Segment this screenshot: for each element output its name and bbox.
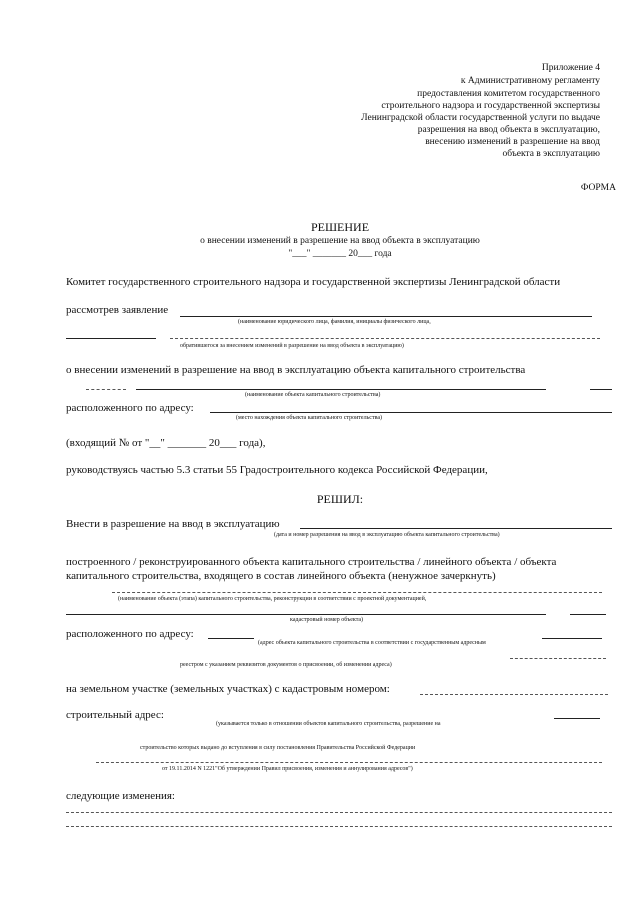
address-field-c[interactable] — [510, 658, 606, 659]
hint-address: (адрес объекта капитального строительства в соответствии с государственным адресным — [258, 640, 486, 646]
appendix-line: строительного надзора и государственной экспертизы — [381, 101, 600, 111]
object-name-field[interactable] — [136, 389, 546, 390]
hint-object-name: (наименование объекта капитального строительства) — [245, 392, 381, 398]
appendix-line: объекта в эксплуатацию — [502, 149, 600, 159]
appendix-line: внесению изменений в разрешение на ввод — [425, 137, 600, 147]
make-changes-label: Внести в разрешение на ввод в эксплуатацию — [66, 518, 280, 530]
permit-field[interactable] — [300, 528, 612, 529]
built-line-1: построенного / реконструированного объекта капитального строительства / линейного объекта / объекта — [66, 556, 557, 568]
hint-cadastral-object: кадастровый номер объекта) — [290, 617, 364, 623]
appendix-line: разрешения на ввод объекта в эксплуатацию, — [417, 125, 600, 135]
changes-field-2[interactable] — [66, 826, 612, 827]
appendix-line: предоставления комитетом государственного — [417, 89, 600, 99]
reviewed-label: рассмотрев заявление — [66, 304, 169, 316]
build-address-field-2[interactable] — [96, 762, 602, 763]
document-title: РЕШЕНИЕ — [310, 220, 370, 234]
decided-heading: РЕШИЛ: — [316, 492, 364, 506]
built-line-2: капитального строительства, входящего в состав линейного объекта (ненужное зачеркнуть) — [66, 570, 496, 582]
hint-applicant: (наименование юридического лица, фамилия, инициалы физического лица, — [238, 319, 431, 325]
appendix-line: Приложение 4 — [541, 63, 600, 73]
object-name-field-b[interactable] — [590, 389, 612, 390]
address-field-b[interactable] — [542, 638, 602, 639]
hint-build-1: (указывается только в отношении объектов капитального строительства, разрешение на — [216, 721, 441, 727]
land-plot-field[interactable] — [420, 694, 608, 695]
located-at-label-2: расположенного по адресу: — [66, 628, 194, 640]
build-address-label: строительный адрес: — [66, 709, 164, 721]
document-subtitle: о внесении изменений в разрешение на ввод объекта в эксплуатацию — [200, 236, 480, 246]
about-changes-label: о внесении изменений в разрешение на ввод в эксплуатацию объекта капитального строительства — [66, 364, 526, 376]
hint-registry: реестром с указанием реквизитов документов о присвоении, об изменении адреса) — [180, 662, 392, 668]
hint-stage: (наименование объекта (этапа) капитального строительства, реконструкции в соответствии с проектной документацией, — [118, 596, 427, 602]
stage-field[interactable] — [112, 592, 602, 593]
object-name-field-a[interactable] — [86, 389, 126, 390]
changes-field-1[interactable] — [66, 812, 612, 813]
land-plot-label: на земельном участке (земельных участках) с кадастровым номером: — [66, 683, 390, 695]
following-changes-label: следующие изменения: — [66, 790, 175, 802]
hint-permit: (дата и номер разрешения на ввод в эксплуатацию объекта капитального строительства) — [274, 532, 500, 538]
hint-applicant-2: обратившегося за внесением изменений в разрешение на ввод объекта в эксплуатацию) — [180, 343, 404, 349]
address-field-a[interactable] — [208, 638, 254, 639]
form-label: ФОРМА — [580, 183, 616, 193]
location-field[interactable] — [210, 412, 612, 413]
incoming-reference: (входящий № от "__" _______ 20___ года), — [66, 437, 266, 449]
applicant-field-2[interactable] — [66, 338, 156, 339]
applicant-field-3[interactable] — [170, 338, 600, 339]
cadastral-object-field[interactable] — [66, 614, 546, 615]
committee-name: Комитет государственного строительного надзора и государственной экспертизы Ленинградской области — [66, 276, 561, 288]
guided-by-text: руководствуясь частью 5.3 статьи 55 Градостроительного кодекса Российской Федерации, — [66, 464, 488, 476]
located-at-label: расположенного по адресу: — [66, 402, 194, 414]
applicant-field[interactable] — [180, 316, 592, 317]
hint-build-2: строительство которых выдано до вступления в силу постановления Правительства Российской Федерации — [140, 745, 416, 751]
document-date-line: "___" _______ 20___ года — [288, 249, 392, 259]
appendix-line: Ленинградской области государственной услуги по выдаче — [361, 113, 600, 123]
appendix-line: к Административному регламенту — [460, 76, 600, 86]
hint-location: (место нахождения объекта капитального строительства) — [236, 415, 382, 421]
cadastral-object-field-b[interactable] — [570, 614, 606, 615]
hint-build-3: от 19.11.2014 N 1221"Об утверждении Правил присвоения, изменения и аннулирования адресов") — [162, 766, 413, 772]
build-address-field[interactable] — [554, 718, 600, 719]
